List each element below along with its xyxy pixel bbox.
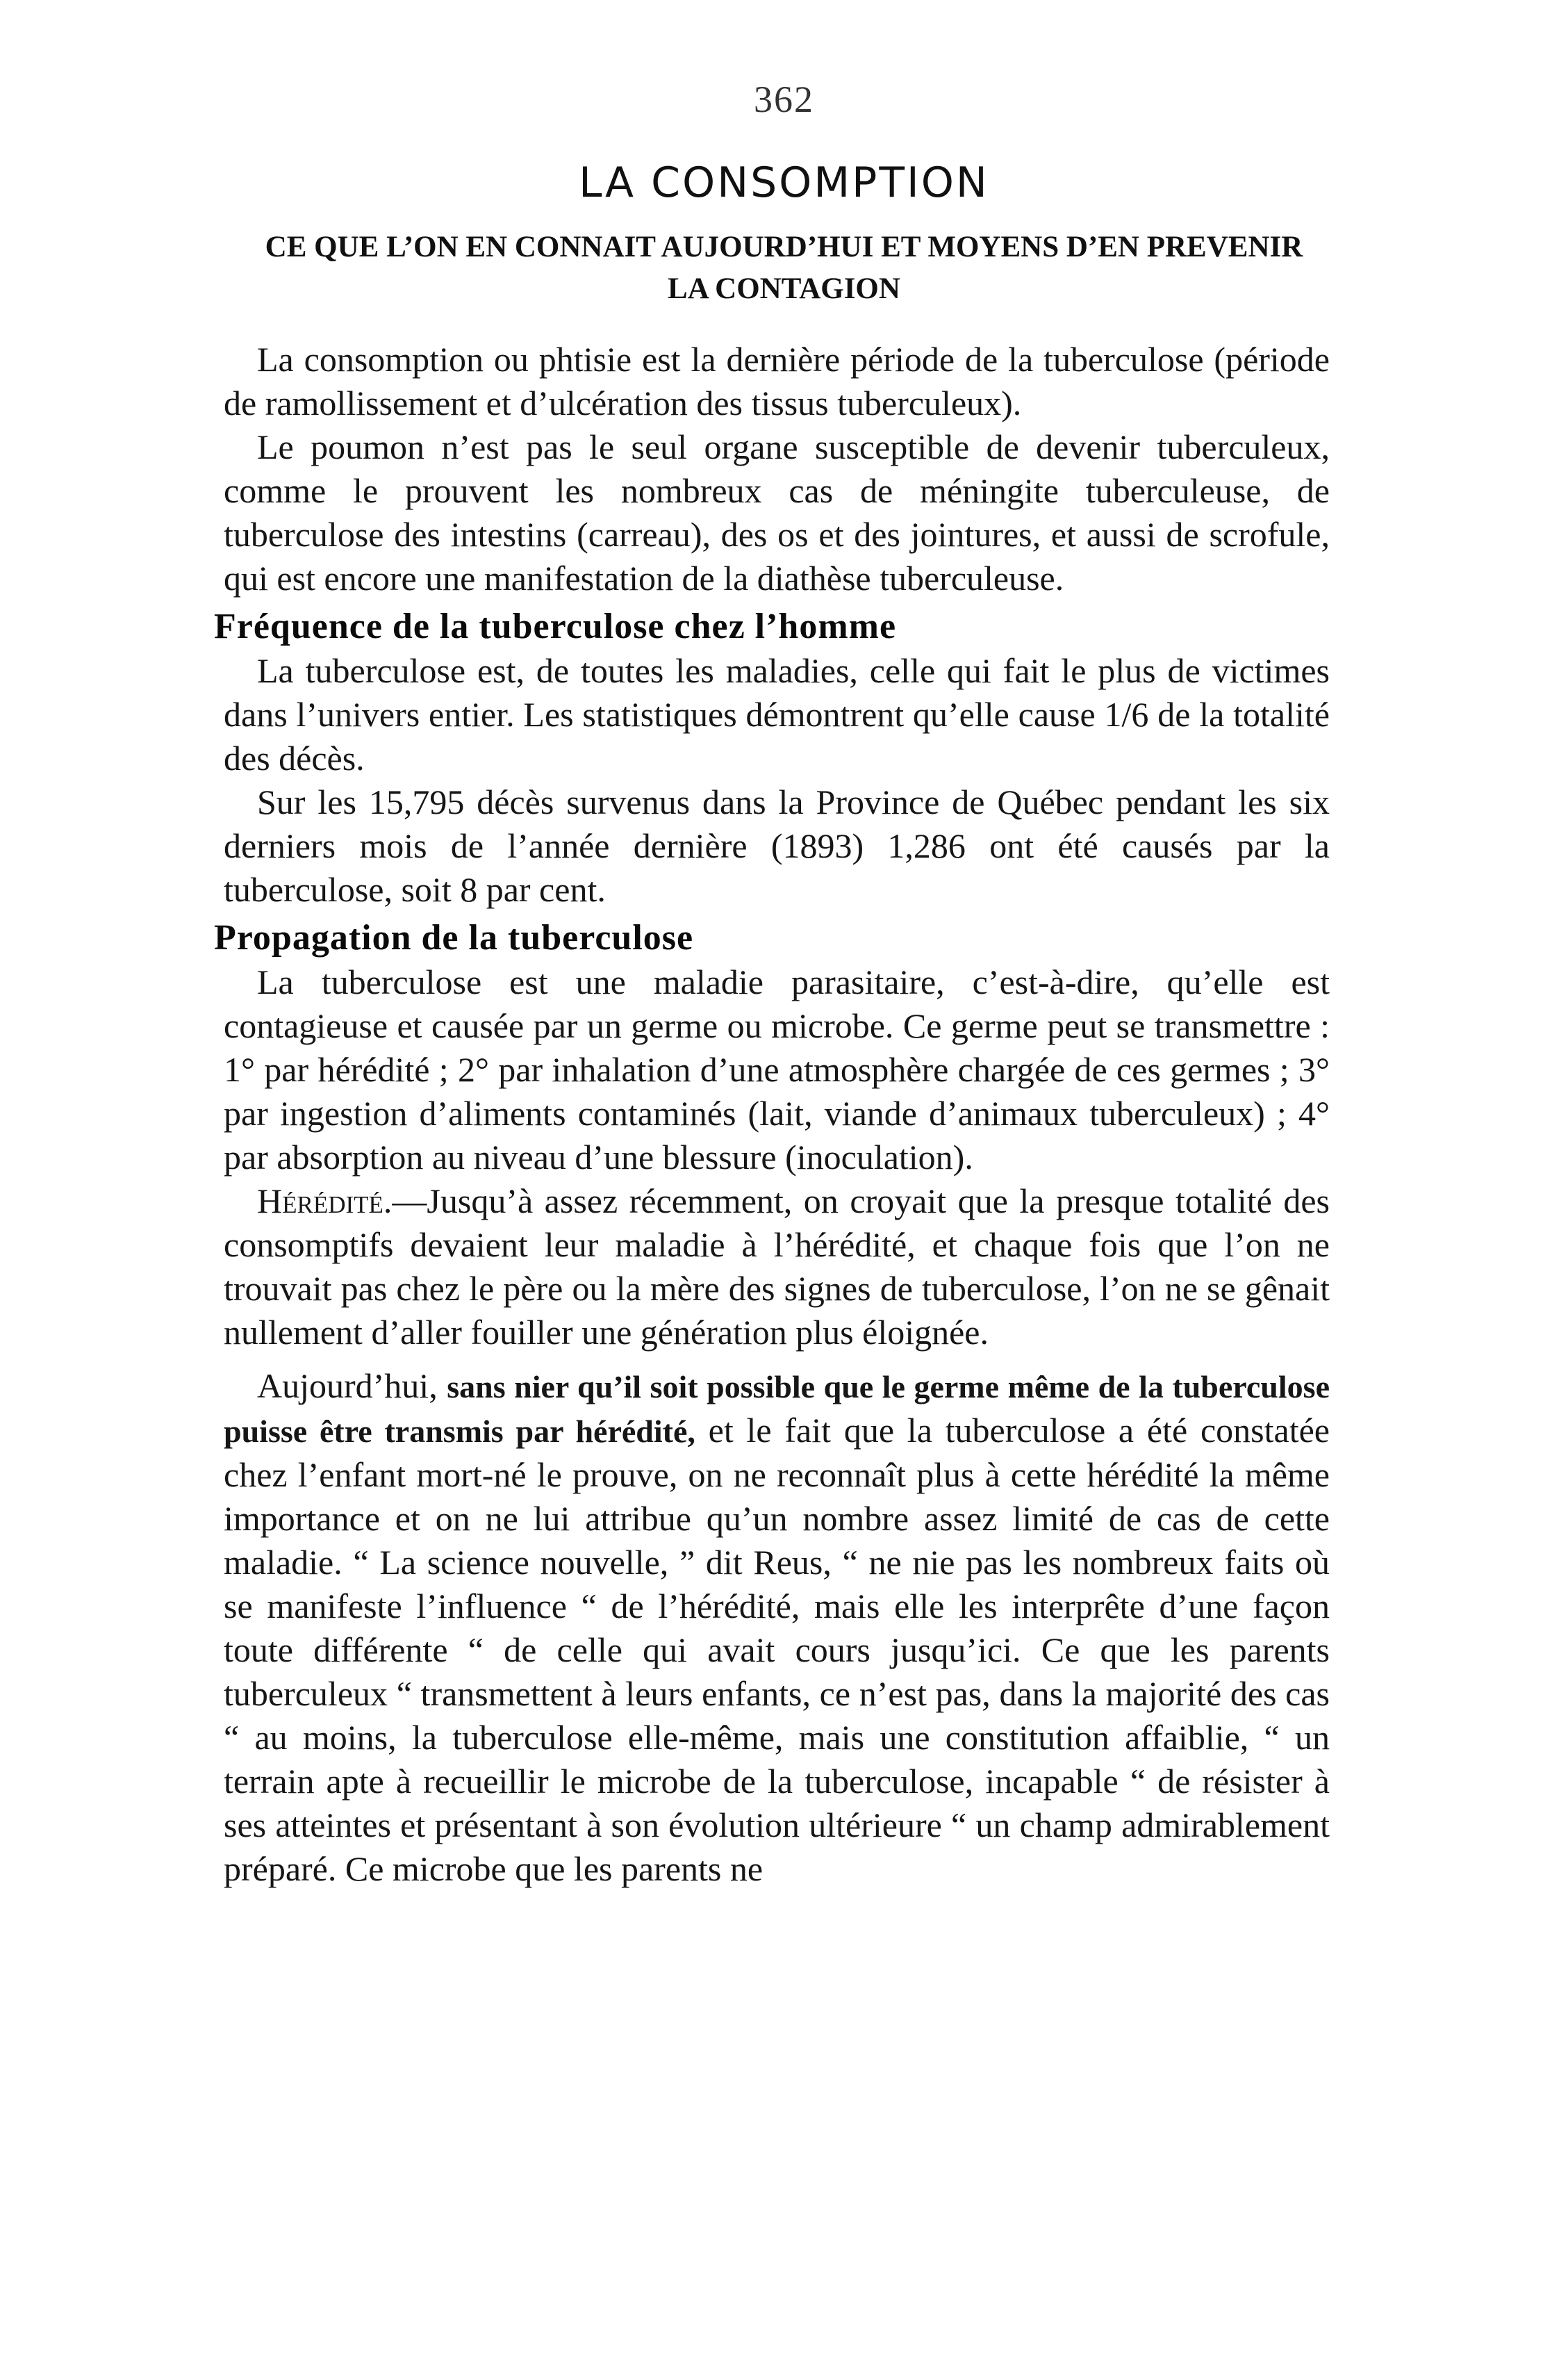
heredite-text: —Jusqu’à assez récemment, on croyait que la presque totalité des consomptifs devaient leur maladie à l’hérédité, et chaque fois que l’on ne trouvait pas chez le père ou la mère des signes de tuberculose, l’on ne se gênait nullement d’aller fouiller une génération plus éloignée. — [224, 1181, 1330, 1352]
section-heading-propagation: Propagation de la tuberculose — [214, 918, 694, 958]
subtitle-line-2: LA CONTAGION — [668, 272, 900, 305]
page-title: LA CONSOMPTION — [579, 158, 989, 207]
aujourdhui-start: Aujourd’hui, — [257, 1366, 447, 1405]
paragraph-organs: Le poumon n’est pas le seul organe susceptible de devenir tuberculeux, comme le prouvent les nombreux cas de méningite tuberculeuse, de tuberculose des intestins (carreau), des os et des jointures, et aussi de scrofule, qui est encore une manifestation de la diathèse tuberculeuse. — [224, 427, 1330, 598]
page-number: 362 — [754, 79, 814, 120]
paragraph-statistics: Sur les 15,795 décès survenus dans la Province de Québec pendant les six derniers mois de l’année dernière (1893) 1,286 ont été causés par la tuberculose, soit 8 par cent. — [224, 782, 1330, 909]
aujourdhui-rest: et le fait que la tuberculose a été constatée chez l’enfant mort-né le prouve, on ne reconnaît plus à cette hérédité la même importance et on ne lui attribue qu’un nombre assez limité de cas de cette maladie. “ La science nouvelle, ” dit Reus, “ ne nie pas les nombreux faits où se manifeste l’influence “ de l’hérédité, mais elle les interprête d’une façon toute différente “ de celle qui avait cours jusqu’ici. Ce que les parents tuberculeux “ transmettent à leurs enfants, ce n’est pas, dans la majorité des cas “ au moins, la tuberculose elle-même, mais une constitution affaiblie, “ un terrain apte à recueillir le microbe de la tuberculose, incapable “ de résister à ses atteintes et présentant à son évolution ultérieure “ un champ admirablement préparé. Ce microbe que les parents ne — [224, 1411, 1330, 1888]
section-heading-frequence: Fréquence de la tuberculose chez l’homme — [214, 607, 897, 646]
paragraph-propagation: La tuberculose est une maladie parasitaire, c’est-à-dire, qu’elle est contagieuse et causée par un germe ou microbe. Ce germe peut se transmettre : 1° par hérédité ; 2° par inhalation d’une atmosphère chargée de ces germes ; 3° par ingestion d’aliments contaminés (lait, viande d’animaux tuberculeux) ; 4° par absorption au niveau d’une blessure (inoculation). — [224, 962, 1330, 1177]
paragraph-frequence: La tuberculose est, de toutes les maladies, celle qui fait le plus de victimes dans l’univers entier. Les statistiques démontrent qu’elle cause 1/6 de la totalité des décès. — [224, 651, 1330, 778]
paragraph-definition: La consomption ou phtisie est la dernière période de la tuberculose (période de ramollissement et d’ulcération des tissus tuberculeux). — [224, 340, 1330, 423]
paragraph-aujourdhui — [224, 1364, 1330, 1891]
subtitle-line-1: CE QUE L’ON EN CONNAIT AUJOURD’HUI ET MOYENS D’EN PREVENIR — [265, 231, 1303, 263]
paragraph-heredite — [224, 1179, 1330, 1354]
heredite-lead: Hérédité. — [257, 1181, 393, 1220]
aujourdhui-bold: sans nier qu’il soit possible que le germe même de la tuberculose puisse être transmis par hérédité, — [224, 1369, 1330, 1449]
article-body — [214, 338, 1330, 1891]
page-subtitle — [0, 227, 1568, 310]
